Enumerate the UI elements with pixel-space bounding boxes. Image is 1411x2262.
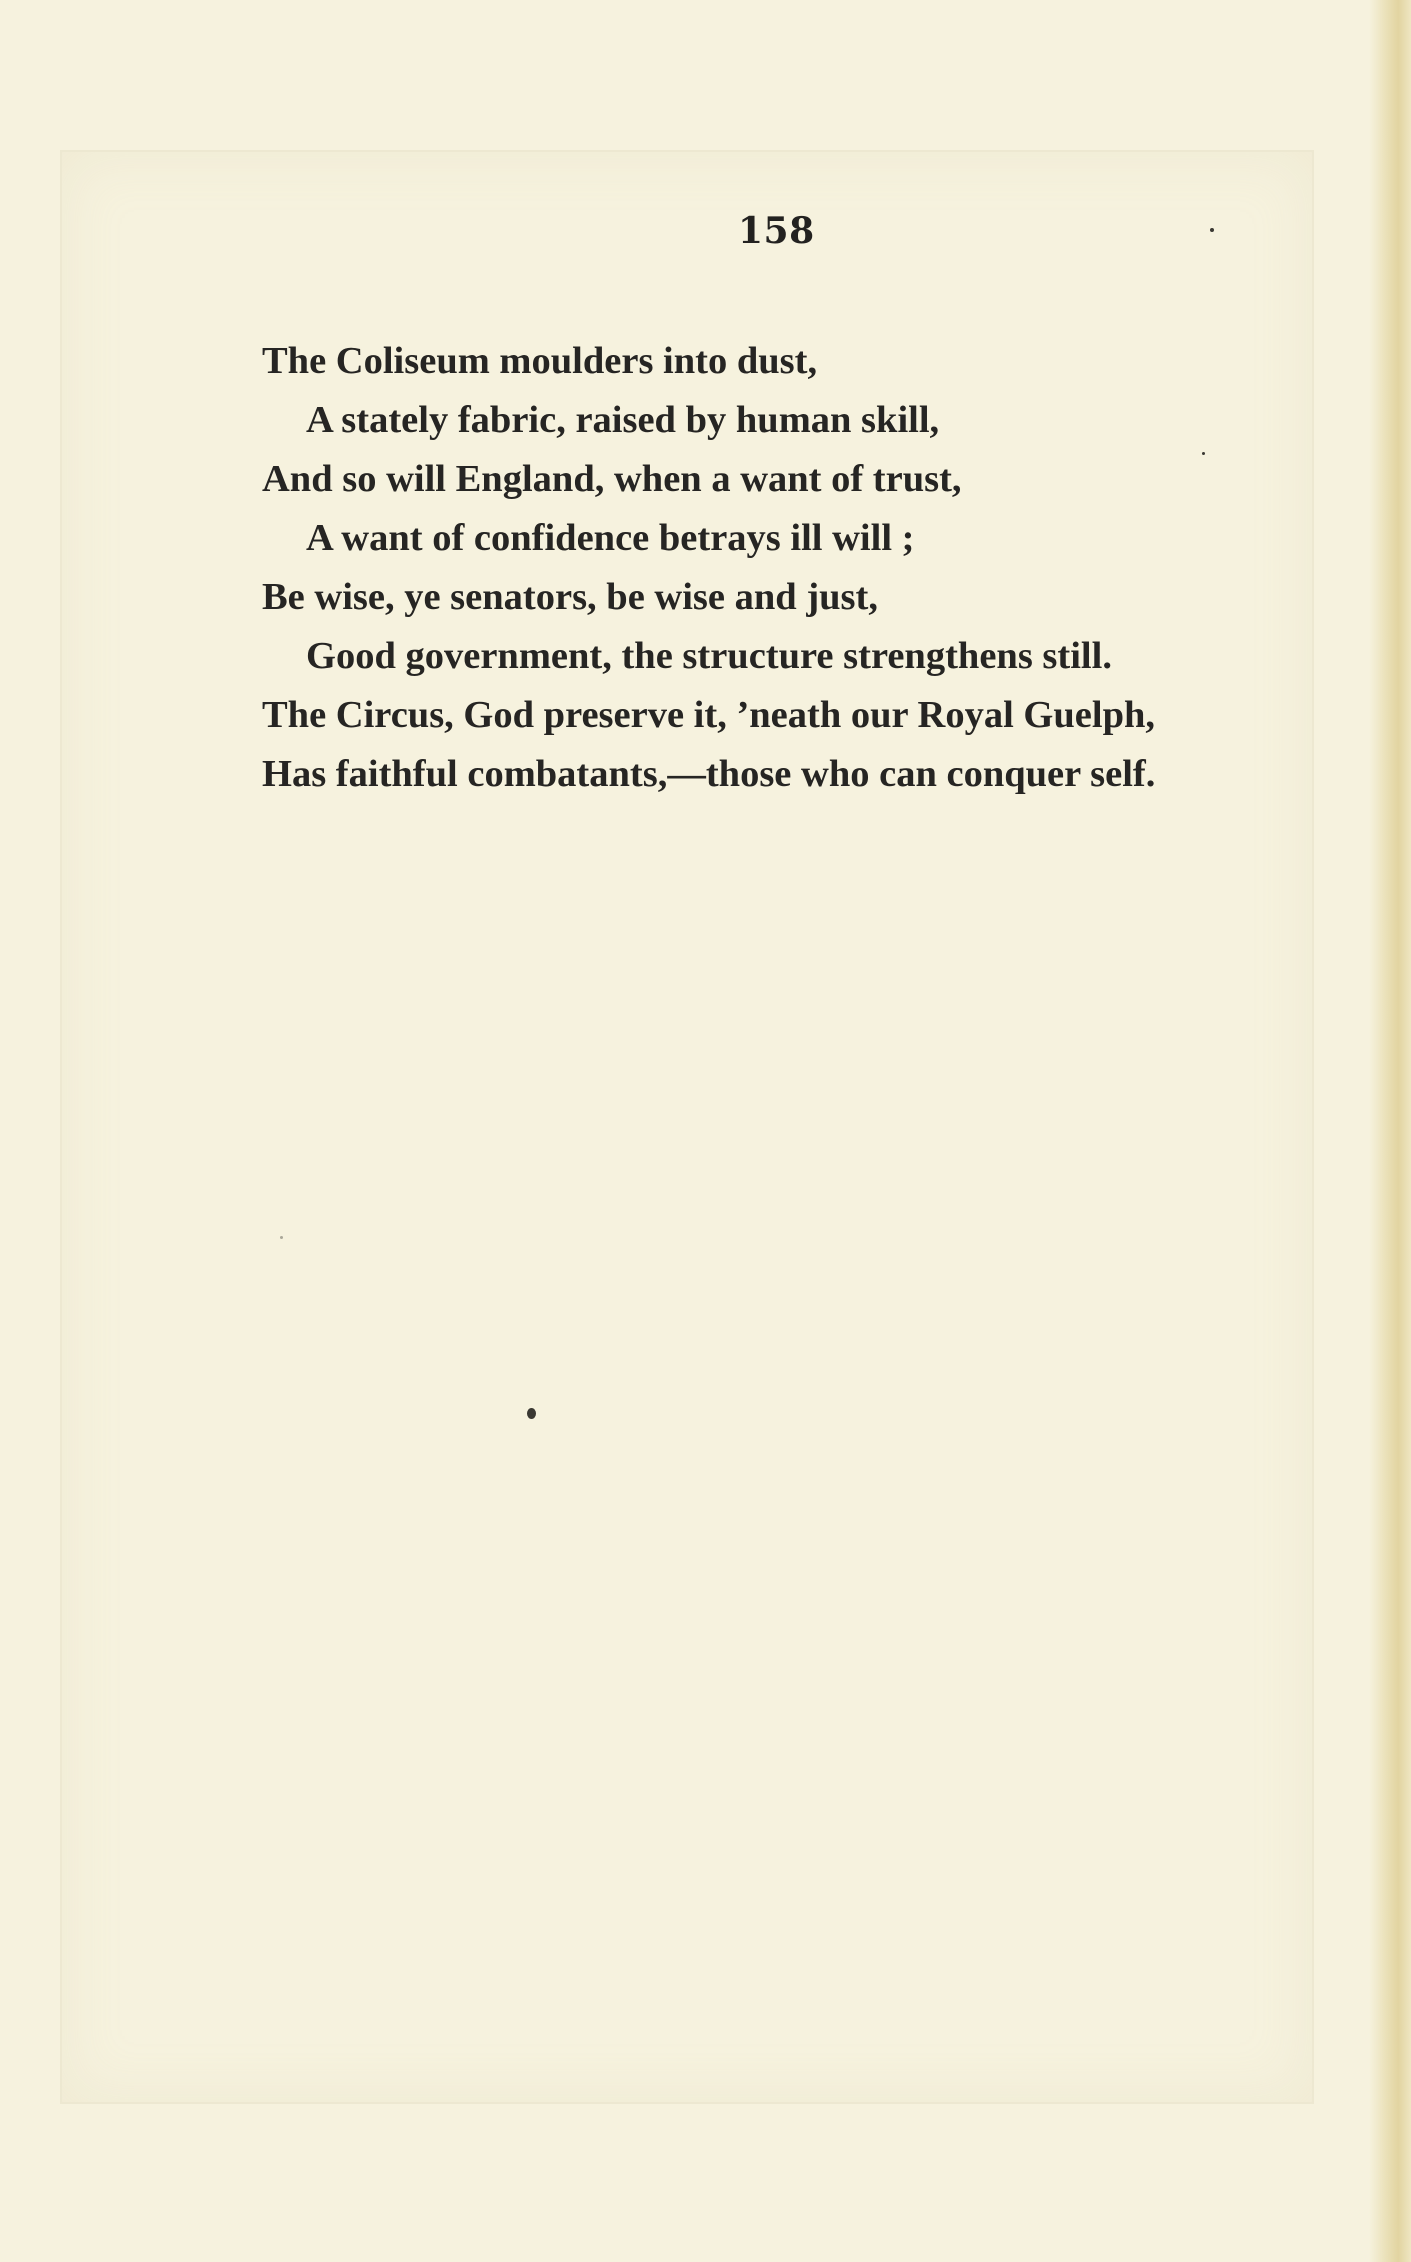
poem-line: Be wise, ye senators, be wise and just, bbox=[262, 576, 878, 618]
show-through-text bbox=[360, 850, 1260, 1322]
ink-speck bbox=[1202, 452, 1205, 455]
poem-line: A stately fabric, raised by human skill, bbox=[306, 399, 940, 441]
poem-line: Has faithful combatants,—those who can conquer self. bbox=[262, 753, 1156, 795]
ink-speck bbox=[280, 1236, 283, 1239]
page-number: 158 bbox=[738, 210, 815, 252]
poem-line: The Coliseum moulders into dust, bbox=[262, 340, 818, 382]
page-edge bbox=[1369, 0, 1411, 2262]
poem-line: Good government, the structure strengthens still. bbox=[306, 635, 1112, 677]
poem-stanza bbox=[262, 332, 1312, 804]
poem-line: And so will England, when a want of trust, bbox=[262, 458, 962, 500]
poem-line: A want of confidence betrays ill will ; bbox=[306, 517, 915, 559]
ink-speck bbox=[527, 1408, 536, 1419]
ink-speck bbox=[1210, 228, 1214, 232]
poem-line: The Circus, God preserve it, ’neath our Royal Guelph, bbox=[262, 694, 1156, 736]
